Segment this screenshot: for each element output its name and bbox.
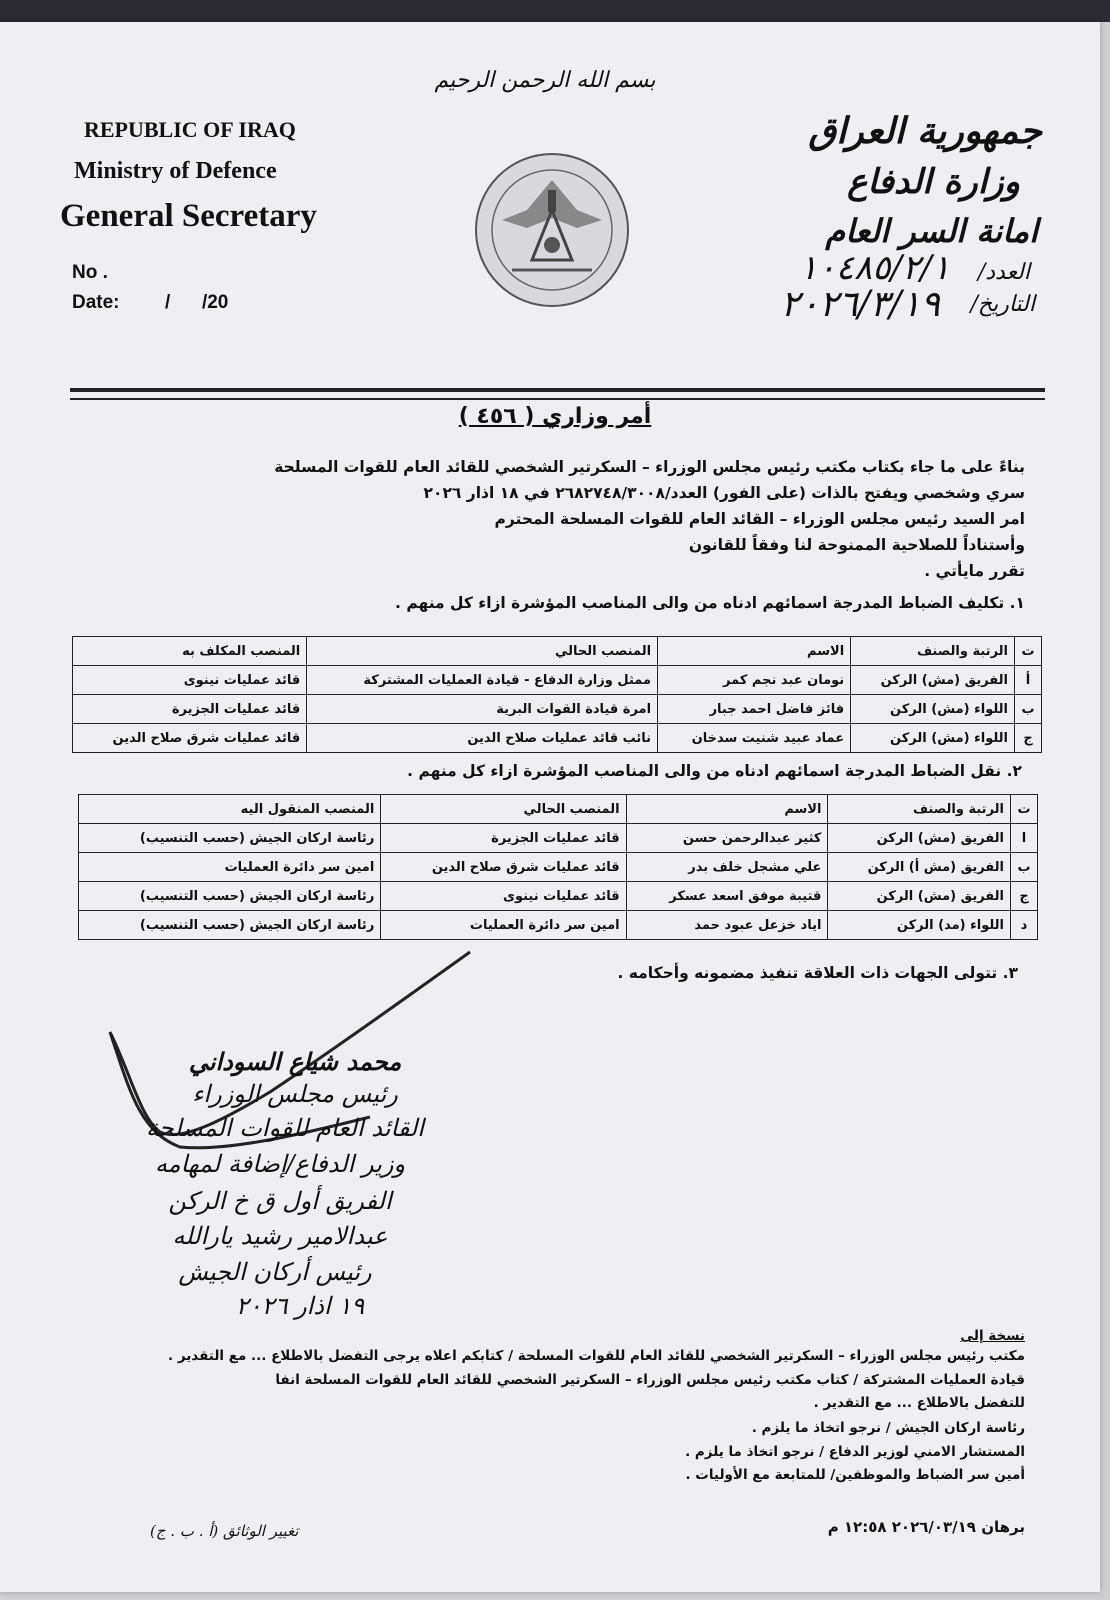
copies-line-2: قيادة العمليات المشتركة / كتاب مكتب رئيس مجلس الوزراء – السكرتير الشخصي للقائد العام للقوات المسلحة انفا [275, 1372, 1025, 1388]
table-header-cell: المنصب المكلف به [73, 637, 307, 666]
date-label-en: Date: [72, 292, 120, 313]
header-rule-thin [70, 398, 1045, 400]
table-cell: رئاسة اركان الجيش (حسب التنسيب) [79, 824, 381, 853]
number-label-en: No . [72, 262, 108, 283]
table-cell: نائب قائد عمليات صلاح الدين [307, 724, 658, 753]
copies-line-4: رئاسة اركان الجيش / نرجو اتخاذ ما يلزم . [751, 1420, 1025, 1436]
table-cell: قائد عمليات نينوى [73, 666, 307, 695]
transfer-table [78, 794, 1038, 940]
table-row [79, 853, 1038, 882]
copies-line-6: أمين سر الضباط والموظفين/ للمتابعة مع الأوليات . [685, 1467, 1025, 1483]
table-header-cell: الاسم [658, 637, 851, 666]
table-cell: قتيبة موفق اسعد عسكر [626, 882, 828, 911]
date-value-ar: ٢٠٢٦/٣/١٩ [780, 284, 940, 325]
table-cell: الفريق (مش) الركن [828, 824, 1011, 853]
table-cell: ج [1015, 724, 1042, 753]
table-cell: قائد عمليات شرق صلاح الدين [73, 724, 307, 753]
table-row [73, 724, 1042, 753]
number-value-ar: ١٠٤٨٥/٢/١ [799, 248, 950, 288]
table-header-cell: الرتبة والصنف [828, 795, 1011, 824]
signatory-title-1: رئيس مجلس الوزراء [192, 1080, 398, 1108]
table-cell: الفريق (مش أ) الركن [828, 853, 1011, 882]
signature-date: ١٩ اذار ٢٠٢٦ [235, 1292, 365, 1320]
table-row [79, 882, 1038, 911]
table-cell: قائد عمليات الجزيرة [381, 824, 626, 853]
table-cell: د [1011, 911, 1038, 940]
copies-label: نسخة إلى [960, 1328, 1025, 1344]
table-header-cell: الاسم [626, 795, 828, 824]
intro-line-3: امر السيد رئيس مجلس الوزراء – القائد العام للقوات المسلحة المحترم [494, 510, 1025, 528]
date-slashes-en: / /20 [165, 292, 229, 313]
table-cell: امين سر دائرة العمليات [381, 911, 626, 940]
table-cell: علي مشجل خلف بدر [626, 853, 828, 882]
timestamp-stamp: برهان ٢٠٢٦/٠٣/١٩ ١٢:٥٨ م [827, 1518, 1025, 1536]
table-cell: اياد خزعل عبود حمد [626, 911, 828, 940]
table-cell: الفريق (مش) الركن [828, 882, 1011, 911]
basmala: بسم الله الرحمن الرحيم [434, 68, 656, 93]
office-ar: امانة السر العام [825, 212, 1038, 250]
table-cell: رئاسة اركان الجيش (حسب التنسيب) [79, 911, 381, 940]
item-1-text: ١. تكليف الضباط المدرجة اسمائهم ادناه من والى المناصب المؤشرة ازاء كل منهم . [395, 594, 1025, 612]
table-cell: عماد عبيد شنيت سدخان [658, 724, 851, 753]
top-dark-strip [0, 0, 1110, 22]
table-header-cell: ت [1011, 795, 1038, 824]
table-cell: قائد عمليات شرق صلاح الدين [381, 853, 626, 882]
table-cell: امين سر دائرة العمليات [79, 853, 381, 882]
ministry-en: Ministry of Defence [74, 158, 277, 184]
table-cell: قائد عمليات نينوى [381, 882, 626, 911]
assignment-table [72, 636, 1042, 753]
table-header-cell: الرتبة والصنف [851, 637, 1015, 666]
signatory-name: محمد شياع السوداني [188, 1047, 402, 1076]
table-cell: ج [1011, 882, 1038, 911]
number-label-ar: العدد/ [977, 260, 1030, 285]
table-cell: ب [1011, 853, 1038, 882]
header-rule-thick [70, 388, 1045, 392]
table-cell: رئاسة اركان الجيش (حسب التنسيب) [79, 882, 381, 911]
table-cell: اللواء (مش) الركن [851, 695, 1015, 724]
table-cell: نومان عبد نجم كمر [658, 666, 851, 695]
table-header-cell: المنصب المنقول اليه [79, 795, 381, 824]
table-row [79, 824, 1038, 853]
country-en: REPUBLIC OF IRAQ [84, 117, 296, 142]
table-cell: ا [1011, 824, 1038, 853]
office-en: General Secretary [60, 198, 317, 234]
table-header-cell: المنصب الحالي [307, 637, 658, 666]
table-header-row [79, 795, 1038, 824]
table-cell: اللواء (مش) الركن [851, 724, 1015, 753]
table-cell: قائد عمليات الجزيرة [73, 695, 307, 724]
table-cell: اللواء (مد) الركن [828, 911, 1011, 940]
copies-line-3: للتفضل بالاطلاع ... مع التقدير . [813, 1395, 1025, 1411]
intro-line-4: وأستناداً للصلاحية الممنوحة لنا وفقاً للقانون [688, 536, 1025, 554]
signatory-rank: الفريق أول ق خ الركن [168, 1187, 392, 1215]
country-ar: جمهورية العراق [808, 110, 1042, 152]
intro-line-1: بناءً على ما جاء بكتاب مكتب رئيس مجلس الوزراء – السكرتير الشخصي للقائد العام للقوات المسلحة [274, 458, 1025, 476]
table-header-cell: ت [1015, 637, 1042, 666]
ministry-ar: وزارة الدفاع [847, 162, 1020, 202]
copies-line-1: مكتب رئيس مجلس الوزراء – السكرتير الشخصي للقائد العام للقوات المسلحة / كتابكم اعلاه يرجى التفضل بالاطلاع ... مع التقدير . [168, 1348, 1025, 1364]
signatory-title-2: القائد العام للقوات المسلحة [146, 1114, 424, 1142]
table-cell: امرة قيادة القوات البرية [307, 695, 658, 724]
table-row [73, 666, 1042, 695]
item-3-text: ٣. تتولى الجهات ذات العلاقة تنفيذ مضمونه وأحكامه . [617, 964, 1018, 982]
table-cell: فائز فاضل احمد جبار [658, 695, 851, 724]
table-row [73, 695, 1042, 724]
table-cell: كثير عبدالرحمن حسن [626, 824, 828, 853]
item-2-text: ٢. نقل الضباط المدرجة اسمائهم ادناه من والى المناصب المؤشرة ازاء كل منهم . [407, 762, 1022, 780]
table-cell: ممثل وزارة الدفاع - قيادة العمليات المشتركة [307, 666, 658, 695]
signatory-title-4: رئيس أركان الجيش [178, 1258, 372, 1286]
table-cell: ب [1015, 695, 1042, 724]
ministry-emblem-icon [472, 150, 632, 310]
intro-line-5: تقرر مايأتي . [924, 562, 1025, 580]
date-label-ar: التاريخ/ [970, 292, 1035, 317]
signatory-title-3: وزير الدفاع/إضافة لمهامه [154, 1150, 406, 1178]
table-header-row [73, 637, 1042, 666]
copies-line-5: المستشار الامني لوزير الدفاع / نرجو اتخاذ ما يلزم . [685, 1444, 1025, 1460]
table-cell: أ [1015, 666, 1042, 695]
typist-note: تغيير الوثائق (أ . ب . ج) [150, 1522, 299, 1540]
table-header-cell: المنصب الحالي [381, 795, 626, 824]
intro-line-2: سري وشخصي ويفتح بالذات (على الفور) العدد/٢٦٨٢٧٤٨/٣٠٠٨ في ١٨ اذار ٢٠٢٦ [423, 484, 1025, 502]
table-cell: الفريق (مش) الركن [851, 666, 1015, 695]
table-row [79, 911, 1038, 940]
document-page [0, 22, 1100, 1592]
signatory-name-2: عبدالامير رشيد يارالله [172, 1222, 388, 1250]
order-title: أمر وزاري ( ٤٥٦ ) [458, 404, 652, 429]
